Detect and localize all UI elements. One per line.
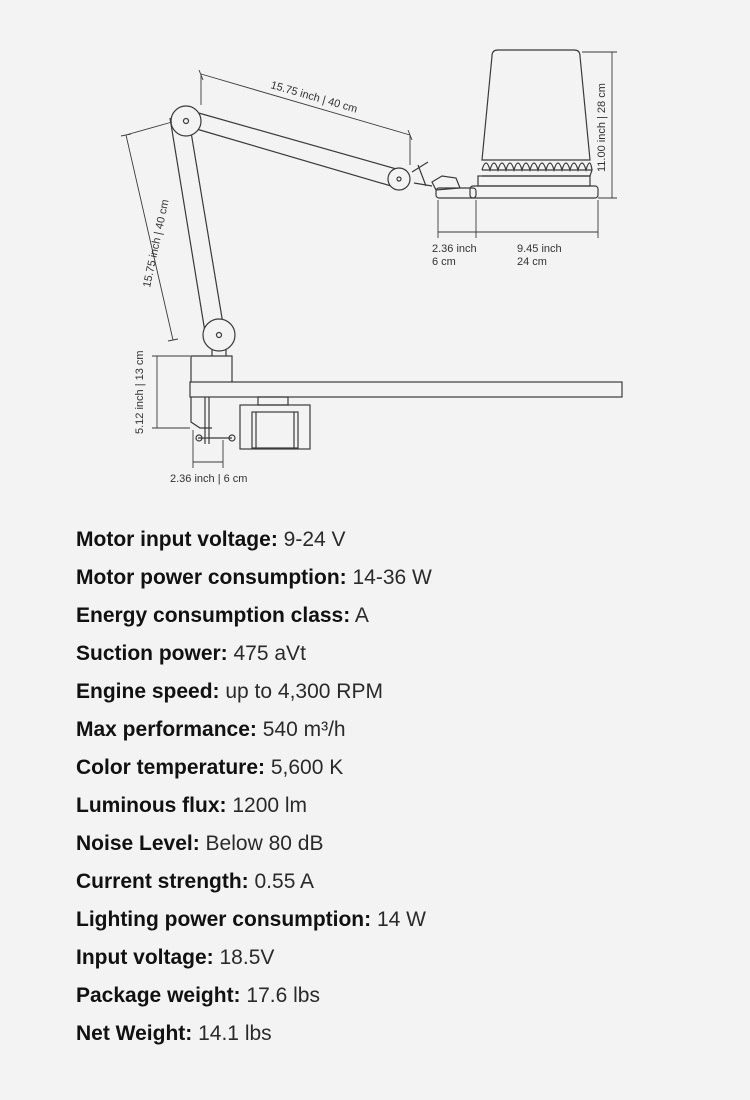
- lower-joint: [203, 319, 235, 351]
- spec-row-lighting-power: [76, 902, 432, 940]
- spec-label: Color temperature:: [76, 756, 266, 779]
- spec-value: 14.1 lbs: [192, 1022, 272, 1045]
- spec-list: [76, 522, 432, 1054]
- spec-value: 9-24 V: [277, 528, 346, 551]
- lower-arm: [170, 114, 224, 332]
- spec-value: 14 W: [371, 908, 426, 931]
- spec-label: Max performance:: [76, 718, 257, 741]
- tilt-handle: [412, 162, 432, 186]
- spec-value: 17.6 lbs: [240, 984, 320, 1007]
- spec-row-energy-class: [76, 598, 432, 636]
- spec-row-input-voltage: [76, 940, 432, 978]
- spec-label: Noise Level:: [76, 832, 200, 855]
- upper-arm-dim-label: 15.75 inch | 40 cm: [269, 79, 359, 116]
- spec-value: Below 80 dB: [199, 832, 324, 855]
- lamp-shade: [482, 50, 590, 160]
- head-knob: [388, 168, 410, 190]
- spec-row-motor-power-consumption: [76, 560, 432, 598]
- spec-label: Engine speed:: [76, 680, 220, 703]
- spec-row-net-weight: [76, 1016, 432, 1054]
- clamp-height-dim-label: 5.12 inch | 13 cm: [134, 350, 146, 434]
- shade-petals: [482, 163, 592, 170]
- spec-value: A: [350, 604, 369, 627]
- offset-dim-label-in: 2.36 inch: [432, 243, 477, 255]
- upper-arm-dim-line: [199, 70, 412, 165]
- lamp-dimension-diagram: [0, 0, 750, 500]
- spec-row-luminous-flux: [76, 788, 432, 826]
- spec-label: Motor power consumption:: [76, 566, 347, 589]
- spec-row-motor-input-voltage: [76, 522, 432, 560]
- clamp-height-dim-line: [152, 356, 190, 428]
- lower-arm-dim-label: 15.75 inch | 40 cm: [141, 198, 172, 289]
- spec-value: 14-36 W: [346, 566, 432, 589]
- shade-width-dim-label-cm: 24 cm: [517, 256, 547, 268]
- upper-arm: [188, 110, 400, 188]
- spec-value: 1200 lm: [226, 794, 308, 817]
- spec-value: 5,600 K: [265, 756, 344, 779]
- spec-label: Input voltage:: [76, 946, 214, 969]
- clamp-handle: [198, 430, 232, 444]
- spec-value: 0.55 A: [248, 870, 315, 893]
- spec-value: 540 m³/h: [256, 718, 346, 741]
- spec-row-engine-speed: [76, 674, 432, 712]
- shade-height-dim-label: 11.00 inch | 28 cm: [596, 83, 608, 172]
- offset-dim-label-cm: 6 cm: [432, 256, 456, 268]
- spec-label: Suction power:: [76, 642, 228, 665]
- clamp-body: [191, 356, 232, 428]
- spec-value: 18.5V: [213, 946, 275, 969]
- shade-width-dim-label-in: 9.45 inch: [517, 243, 562, 255]
- spec-label: Motor input voltage:: [76, 528, 278, 551]
- spec-label: Luminous flux:: [76, 794, 227, 817]
- spec-row-suction-power: [76, 636, 432, 674]
- spec-label: Energy consumption class:: [76, 604, 351, 627]
- lamp-drawing: [0, 0, 750, 500]
- table-top: [190, 382, 622, 397]
- spec-row-max-performance: [76, 712, 432, 750]
- spec-label: Current strength:: [76, 870, 249, 893]
- spec-row-noise-level: [76, 826, 432, 864]
- upper-joint: [171, 106, 201, 136]
- spec-row-package-weight: [76, 978, 432, 1016]
- offset-dim-line: [438, 200, 476, 238]
- spec-row-current-strength: [76, 864, 432, 902]
- spec-label: Package weight:: [76, 984, 241, 1007]
- clamp-width-dim-label: 2.36 inch | 6 cm: [170, 473, 248, 485]
- spec-label: Net Weight:: [76, 1022, 193, 1045]
- spec-row-color-temperature: [76, 750, 432, 788]
- clamp-screw: [205, 397, 209, 430]
- shade-width-dim-line: [476, 200, 598, 238]
- spec-value: up to 4,300 RPM: [219, 680, 383, 703]
- lower-arm-dim-line: [121, 122, 178, 341]
- spec-value: 475 aVt: [227, 642, 306, 665]
- shade-base: [470, 186, 598, 198]
- spec-label: Lighting power consumption:: [76, 908, 372, 931]
